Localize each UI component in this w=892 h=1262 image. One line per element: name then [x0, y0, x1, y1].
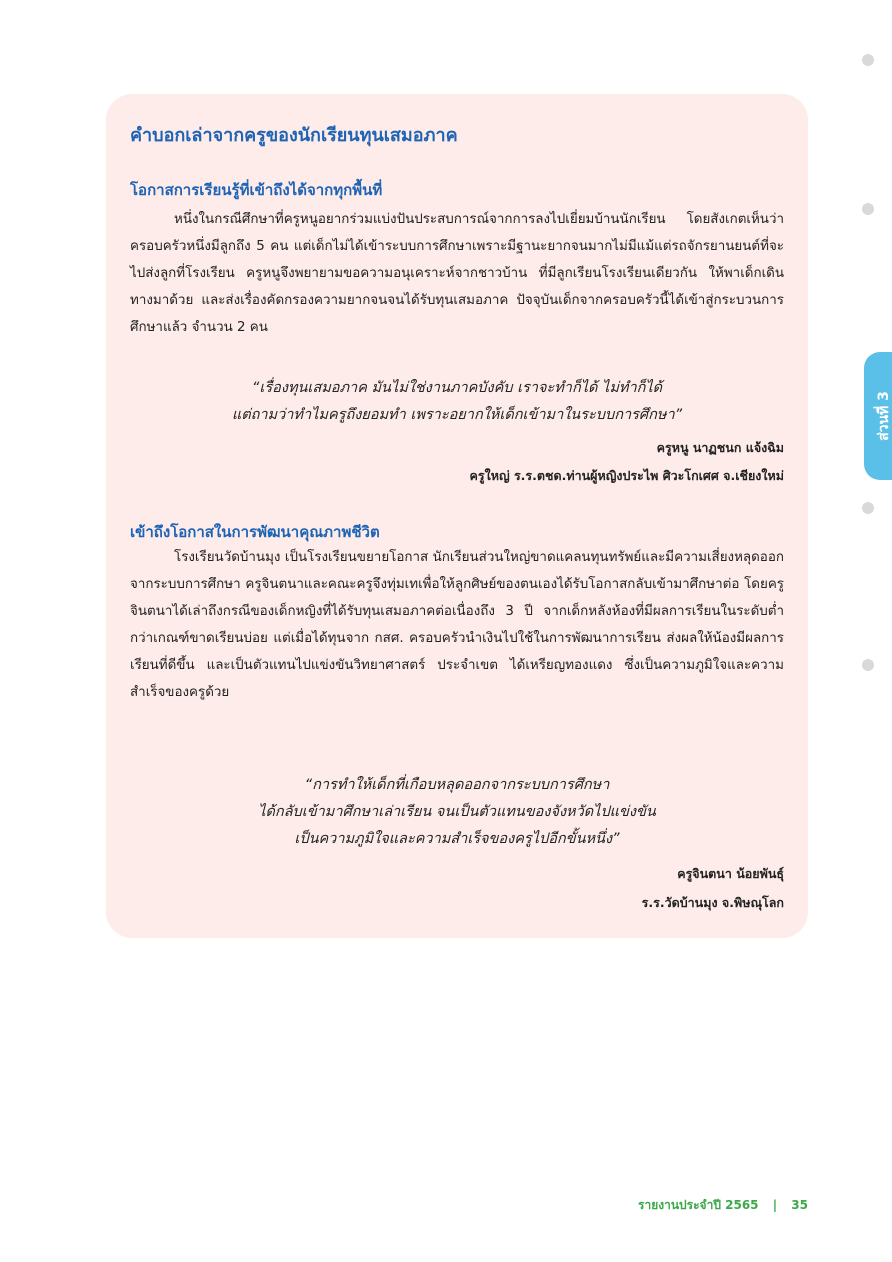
attribution-school: ครูใหญ่ ร.ร.ตชด.ท่านผู้หญิงประไพ ศิวะโกเศศ จ.เชียงใหม่ — [469, 468, 784, 483]
section-tab[interactable] — [864, 352, 892, 480]
report-label: รายงานประจำปี 2565 — [638, 1198, 759, 1212]
section-paragraph: หนึ่งในกรณีศึกษาที่ครูหนูอยากร่วมแบ่งปันประสบการณ์จากการลงไปเยี่ยมบ้านนักเรียน โดยสังเกตเห็นว่าครอบครัวหนึ่งมีลูกถึง 5 คน แต่เด็กไม่ได้เข้าระบบการศึกษาเพราะมีฐานะยากจนมากไม่มีแม้แต่รถจักรยานยนต์ที่จะไปส่งลูกที่โรงเรียน ครูหนูจึงพยายามขอความอนุเคราะห์จากชาวบ้าน ที่มีลูกเรียนโรงเรียนเดียวกัน ให้พาเด็กเดินทางมาด้วย และส่งเรื่องคัดกรองความยากจนจนได้รับทุนเสมอภาค ปัจจุบันเด็กจากครอบครัวนี้ได้เข้าสู่กระบวนการศึกษาแล้ว จำนวน 2 คน — [130, 212, 784, 335]
footer-separator: | — [772, 1198, 778, 1212]
quote-block — [130, 772, 784, 853]
quote-line: “การทำให้เด็กที่เกือบหลุดออกจากระบบการศึกษา — [304, 777, 610, 793]
quote-line: ได้กลับเข้ามาศึกษาเล่าเรียน จนเป็นตัวแทนของจังหวัดไปแข่งขัน — [258, 804, 656, 820]
page-title: คำบอกเล่าจากครูของนักเรียนทุนเสมอภาค — [130, 125, 458, 146]
nav-dot — [862, 502, 874, 514]
attribution-school: ร.ร.วัดบ้านมุง จ.พิษณุโลก — [641, 895, 784, 910]
nav-dot — [862, 54, 874, 66]
quote-line: “เรื่องทุนเสมอภาค มันไม่ใช่งานภาคบังคับ เราจะทำก็ได้ ไม่ทำก็ได้ — [251, 380, 663, 396]
quote-line: เป็นความภูมิใจและความสำเร็จของครูไปอีกขั้นหนึ่ง” — [294, 831, 620, 847]
quote-line: แต่ถามว่าทำไมครูถึงยอมทำ เพราะอยากให้เด็กเข้ามาในระบบการศึกษา” — [231, 407, 683, 423]
section-heading: โอกาสการเรียนรู้ที่เข้าถึงได้จากทุกพื้นที่ — [130, 181, 383, 199]
page-footer — [638, 1196, 808, 1215]
attribution-name: ครูหนู นาฏชนก แจ้งฉิม — [656, 440, 784, 455]
page-number: 35 — [791, 1198, 808, 1212]
nav-dot — [862, 659, 874, 671]
attribution-name: ครูจินตนา น้อยพันธุ์ — [677, 866, 784, 881]
section-tab-label: ส่วนที่ 3 — [876, 391, 892, 441]
quote-block — [130, 375, 784, 429]
nav-dot — [862, 203, 874, 215]
section-paragraph: โรงเรียนวัดบ้านมุง เป็นโรงเรียนขยายโอกาส นักเรียนส่วนใหญ่ขาดแคลนทุนทรัพย์และมีความเสี่ยงหลุดออกจากระบบการศึกษา ครูจินตนาและคณะครูจึงทุ่มเทเพื่อให้ลูกศิษย์ของตนเองได้รับโอกาสกลับเข้ามาศึกษาต่อ โดยครูจินตนาได้เล่าถึงกรณีของเด็กหญิงที่ได้รับทุนเสมอภาคต่อเนื่องถึง 3 ปี จากเด็กหลังห้องที่มีผลการเรียนในระดับต่ำกว่าเกณฑ์ขาดเรียนบ่อย แต่เมื่อได้ทุนจาก กสศ. ครอบครัวนำเงินไปใช้ในการพัฒนาการเรียน ส่งผลให้น้องมีผลการเรียนที่ดีขึ้น และเป็นตัวแทนไปแข่งขันวิทยาศาสตร์ ประจำเขต ได้เหรียญทองแดง ซึ่งเป็นความภูมิใจและความสำเร็จของครูด้วย — [130, 550, 784, 700]
section-heading: เข้าถึงโอกาสในการพัฒนาคุณภาพชีวิต — [130, 523, 380, 541]
